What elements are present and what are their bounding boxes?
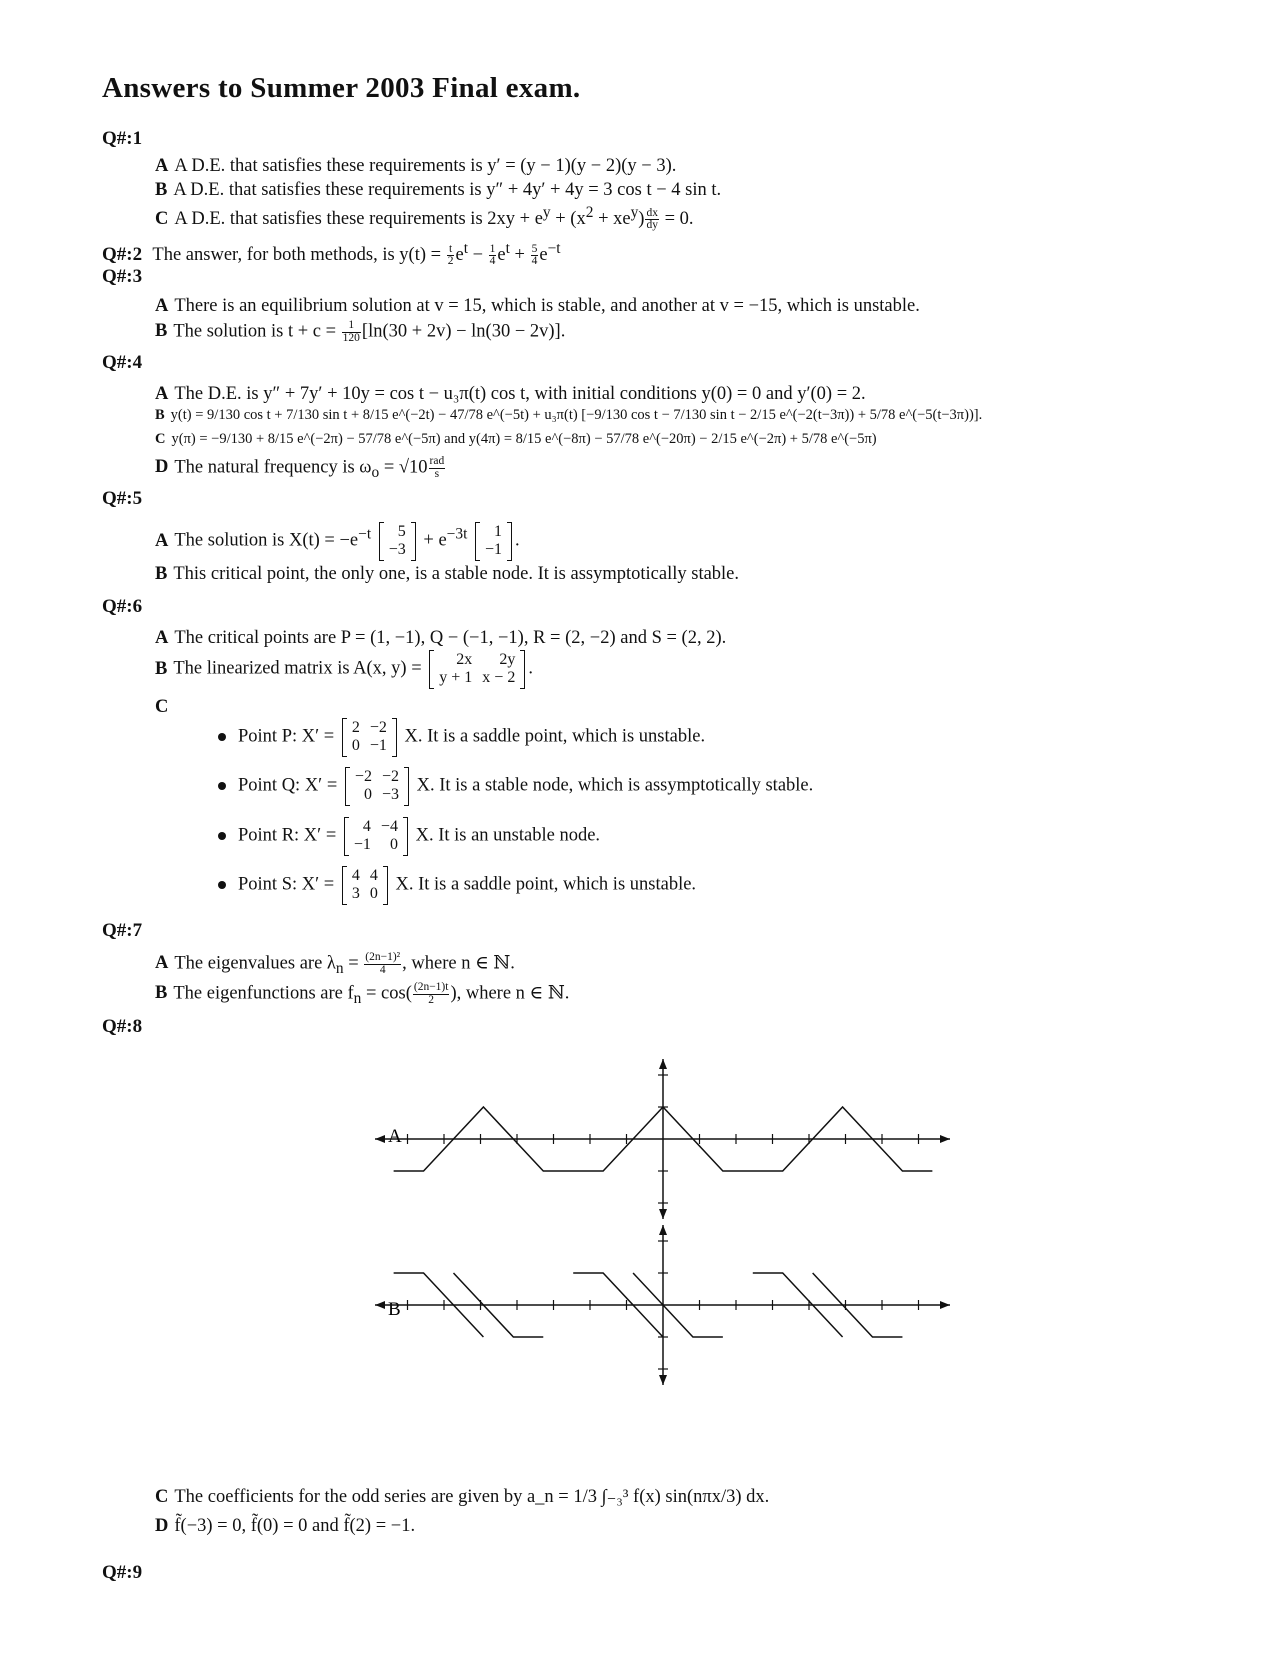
graph-b-x-arrow — [940, 1301, 950, 1309]
q8-part-d: D f̃(−3) = 0, f̃(0) = 0 and f̃(2) = −1. — [155, 1516, 416, 1536]
graph-b-y-arrow — [659, 1225, 667, 1235]
graph-a-y-arrow — [659, 1059, 667, 1069]
graph-b-y-arrow-down — [659, 1375, 667, 1385]
q1-part-b: B A D.E. that satisfies these requirements is y″ + 4y′ + 4y = 3 cos t − 4 sin t. — [155, 180, 722, 200]
q8-part-c: C The coefficients for the odd series are given by a_n = 1/3 ∫₋₃³ f(x) sin(nπx/3) dx. — [155, 1487, 770, 1507]
q5-part-b: B This critical point, the only one, is a stable node. It is assymptotically stable. — [155, 564, 740, 584]
q2-answer: Q#:2 The answer, for both methods, is y(t) = $\frac{t}{2}$ $e^t$ − $\frac{1}{4}$ $e^t$ + $\frac{5}{4}$ $e^{-t}$ — [102, 240, 561, 268]
question-3-label: Q#:3 — [102, 266, 143, 287]
q6-part-a: A The critical points are P = (1, −1), Q − (−1, −1), R = (2, −2) and S = (2, 2). — [155, 628, 727, 648]
graph-a-x-arrow — [940, 1135, 950, 1143]
q1-part-a: A A D.E. that satisfies these requirements is y′ = (y − 1)(y − 2)(y − 3). — [155, 156, 677, 176]
point-q-matrix: −2 −2 0 −3 — [345, 767, 409, 806]
q6-point-p: Point P: X′ = 2 −2 0 −1 X. It is a saddle point, which is unstable. — [218, 718, 705, 757]
page-title: Answers to Summer 2003 Final exam. — [102, 72, 581, 104]
question-6-label: Q#:6 — [102, 596, 143, 617]
q3-part-b: B The solution is t + c = $\frac{1}{120}$ [ln(30 + 2v) − ln(30 − 2v)]. — [155, 319, 566, 344]
q4-part-d: D The natural frequency is $\omega_o = √10$ $\frac{\text{rad}}{s}$ — [155, 455, 445, 481]
question-1-label: Q#:1 — [102, 128, 143, 149]
q3-part-a: A There is an equilibrium solution at v = 15, which is stable, and another at v = −15, which is unstable. — [155, 296, 920, 316]
q7-part-b: B The eigenfunctions are $f_n = \cos$( $\frac{(2n-1)t}{2}$ ), where n ∈ ℕ. — [155, 981, 570, 1007]
question-8-label: Q#:8 — [102, 1016, 143, 1037]
point-r-matrix: 4 −4 −1 0 — [344, 817, 408, 856]
q4-part-a: A The D.E. is y″ + 7y′ + 10y = cos t − u₃π(t) cos t, with initial conditions y(0) = 0 and y′(0) = 2. — [155, 384, 866, 404]
point-p-matrix: 2 −2 0 −1 — [342, 718, 397, 757]
q6-part-b: B The linearized matrix is A(x, y) = 2x 2y y + 1 x − 2 . — [155, 650, 533, 689]
bullet-icon — [218, 733, 226, 741]
graph-a — [375, 1059, 950, 1219]
graph-a-x-arrow-left — [375, 1135, 385, 1143]
question-7-label: Q#:7 — [102, 920, 143, 941]
question-9-label: Q#:9 — [102, 1562, 143, 1583]
bullet-icon — [218, 782, 226, 790]
q6-point-q: Point Q: X′ = −2 −2 0 −3 X. It is a stable node, which is assymptotically stable. — [218, 767, 813, 806]
q4-part-c: C y(π) = −9/130 + 8/15 e^(−2π) − 57/78 e^(−5π) and y(4π) = 8/15 e^(−8π) − 57/78 e^(−20π) − 2/15 e^(−2π) + 5/78 e^(−5π) — [155, 431, 877, 447]
graph-a-label: A — [388, 1126, 402, 1147]
q6-point-r: Point R: X′ = 4 −4 −1 0 X. It is an unstable node. — [218, 817, 600, 856]
q5-matrix-1: 5 −3 — [379, 522, 416, 561]
q1-part-c: C A D.E. that satisfies these requirements is $2xy + e^y + (x^2 + xe^y)$ $\frac{dx}{dy}$ = 0. — [155, 204, 694, 232]
graph-b-label: B — [388, 1299, 401, 1320]
q7-part-a: A The eigenvalues are $\lambda_n$ = $\frac{\text{(2n−1)²}}{4}$ , where n ∈ ℕ. — [155, 951, 515, 977]
point-s-matrix: 4 4 3 0 — [342, 866, 388, 905]
graph-b-x-arrow-left — [375, 1301, 385, 1309]
q6-part-c: C — [155, 697, 169, 717]
q5-matrix-2: 1 −1 — [475, 522, 512, 561]
graph-b — [375, 1225, 950, 1385]
bullet-icon — [218, 832, 226, 840]
graph-a-y-arrow-down — [659, 1209, 667, 1219]
q8-graphs — [0, 1040, 1280, 1460]
question-4-label: Q#:4 — [102, 352, 143, 373]
bullet-icon — [218, 881, 226, 889]
q5-part-a: A The solution is $X(t) = -e^{-t}$ 5 −3 + $e^{-3t}$ 1 −1 . — [155, 522, 520, 561]
q6-point-s: Point S: X′ = 4 4 3 0 X. It is a saddle point, which is unstable. — [218, 866, 696, 905]
question-5-label: Q#:5 — [102, 488, 143, 509]
q6-linearized-matrix: 2x 2y y + 1 x − 2 — [429, 650, 525, 689]
q4-part-b: B y(t) = 9/130 cos t + 7/130 sin t + 8/15 e^(−2t) − 47/78 e^(−5t) + u₃π(t) [−9/130 cos t − 7/130 sin t − 2/15 e^(−2(t−3π)) + 5/78 e^(−5(t−3π))]. — [155, 407, 983, 423]
